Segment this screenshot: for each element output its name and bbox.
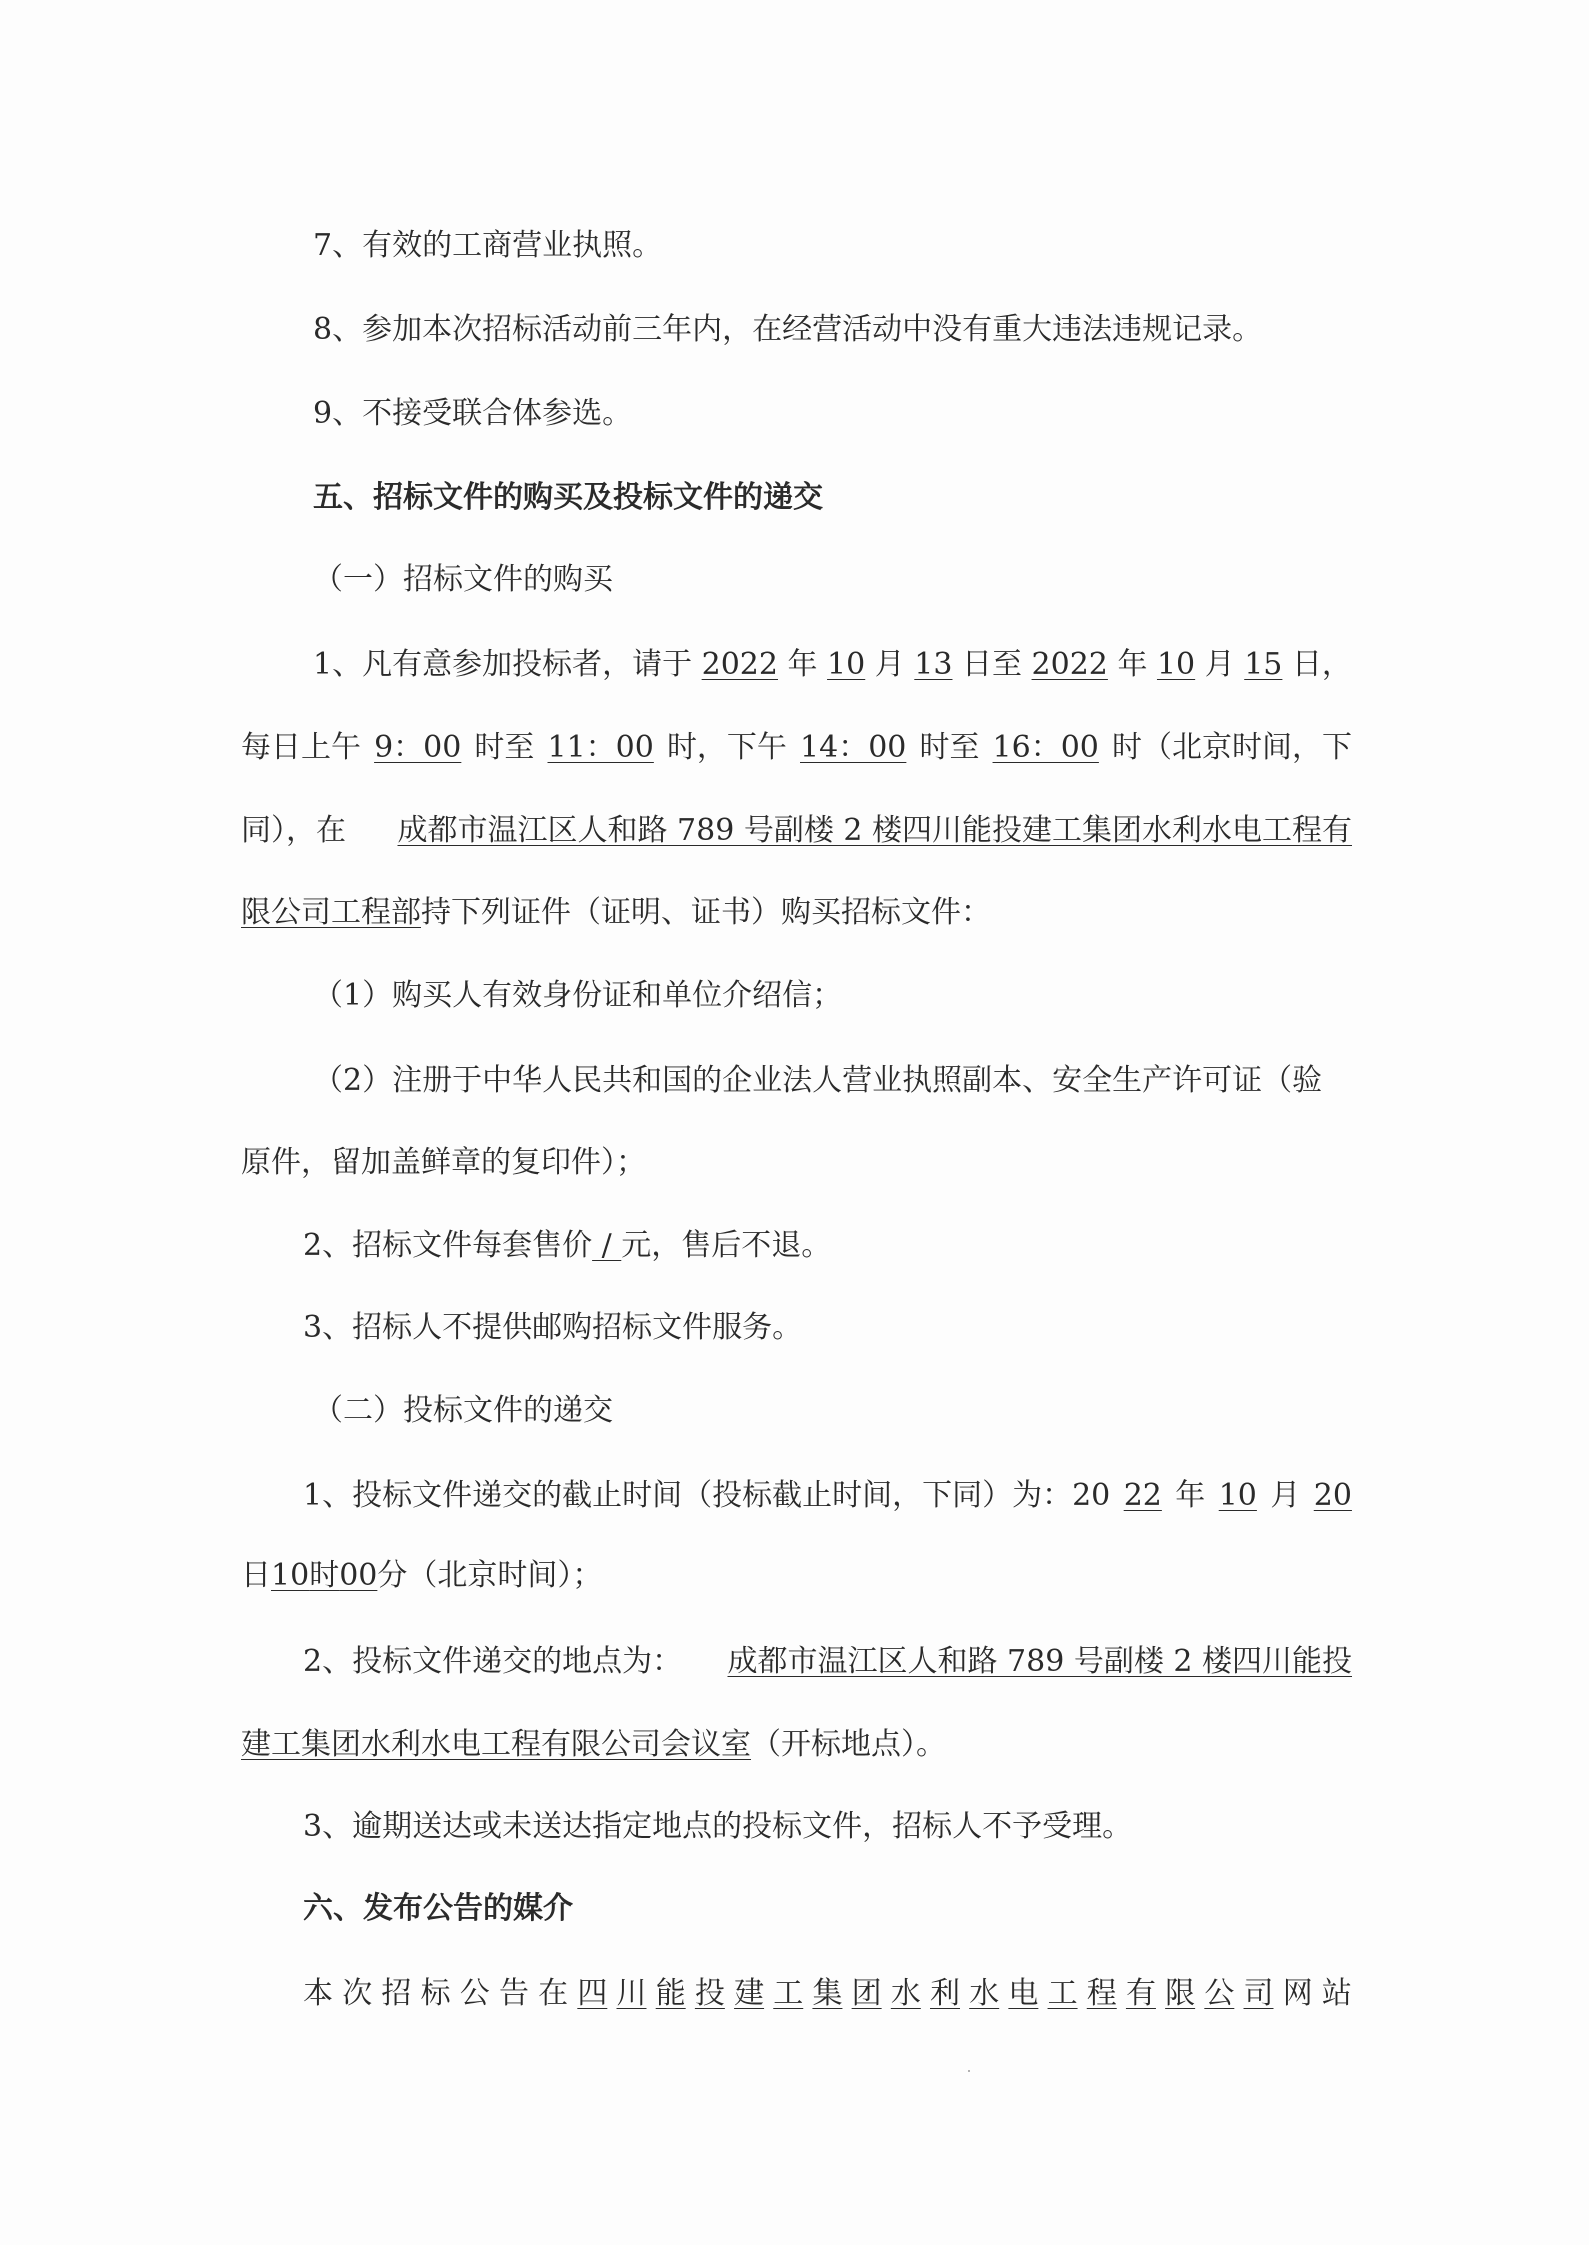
text-run: （一）招标文件的购买 <box>313 562 613 597</box>
underlined-fill-in: 2022 <box>701 647 778 682</box>
underlined-fill-in: 集 <box>812 1976 843 2011</box>
submit-1-line-2 <box>241 1556 602 1596</box>
text-run: 时至 <box>474 730 535 765</box>
submit-1-line-1 <box>303 1476 1352 1516</box>
text-run: 本 <box>303 1976 333 2011</box>
text-run: 每日上午 <box>241 730 361 765</box>
underlined-fill-in: 投 <box>694 1976 725 2011</box>
purchase-1-line-2 <box>241 728 1352 768</box>
text-run: 月 <box>1204 647 1235 682</box>
underlined-fill-in: 有 <box>1125 1976 1156 2011</box>
text-run: 招 <box>381 1976 412 2011</box>
item-8 <box>313 310 1262 350</box>
text-run: 日 <box>241 1558 271 1593</box>
text-run: 时至 <box>919 730 980 765</box>
subsection-2-heading <box>313 1391 613 1431</box>
underlined-fill-in: 限公司工程部 <box>241 895 421 930</box>
underlined-fill-in: 00 <box>339 1558 378 1593</box>
underlined-fill-in: 14：00 <box>800 730 907 765</box>
submit-3 <box>303 1807 1132 1847</box>
underlined-fill-in: 10 <box>827 647 866 682</box>
text-run: 2、招标文件每套售价 <box>303 1228 593 1263</box>
underlined-fill-in: 司 <box>1243 1976 1274 2011</box>
underlined-fill-in: 工 <box>773 1976 804 2011</box>
item-9 <box>313 394 632 434</box>
text-run: 日至 <box>962 647 1023 682</box>
text-run: 持下列证件（证明、证书）购买招标文件： <box>421 895 991 930</box>
underlined-fill-in: 11：00 <box>547 730 654 765</box>
underlined-fill-in: 16：00 <box>992 730 1099 765</box>
text-run: 2、投标文件递交的地点为： <box>303 1644 683 1679</box>
submit-2-line-1 <box>303 1642 1352 1682</box>
underlined-fill-in: 22 <box>1123 1478 1162 1513</box>
underlined-fill-in: 利 <box>930 1976 960 2011</box>
underlined-fill-in: 成都市温江区人和路 789 号副楼 2 楼四川能投 <box>727 1644 1352 1679</box>
underlined-fill-in: 四 <box>577 1976 608 2011</box>
item-7 <box>313 226 662 266</box>
underlined-fill-in: 9：00 <box>374 730 462 765</box>
underlined-fill-in: 建工集团水利水电工程有限公司会议室 <box>241 1727 751 1762</box>
underlined-fill-in: 电 <box>1008 1976 1039 2011</box>
underlined-fill-in: 川 <box>616 1976 647 2011</box>
underlined-fill-in: 成都市温江区人和路 789 号副楼 2 楼四川能投建工集团水利水电工程有 <box>397 813 1352 848</box>
text-run: 次 <box>342 1976 373 2011</box>
purchase-1-item-2-line-2 <box>241 1143 646 1183</box>
purchase-2 <box>303 1226 831 1266</box>
underlined-fill-in: 限 <box>1165 1976 1196 2011</box>
underlined-fill-in: 建 <box>734 1976 765 2011</box>
text-run: 1、投标文件递交的截止时间（投标截止时间，下同）为：20 <box>303 1478 1111 1513</box>
text-run: （开标地点）。 <box>751 1727 946 1762</box>
text-run: 公 <box>459 1976 490 2011</box>
purchase-1-item-1 <box>313 976 842 1016</box>
underlined-fill-in: 水 <box>969 1976 1000 2011</box>
text-run: （1）购买人有效身份证和单位介绍信； <box>313 978 843 1013</box>
text-run: 3、招标人不提供邮购招标文件服务。 <box>303 1310 803 1345</box>
text-run: （2）注册于中华人民共和国的企业法人营业执照副本、安全生产许可证（验 <box>313 1063 1323 1098</box>
text-run: 时，下午 <box>666 730 787 765</box>
text-run: 月 <box>1270 1478 1301 1513</box>
underlined-fill-in: 13 <box>914 647 953 682</box>
subsection-1-heading <box>313 560 613 600</box>
text-run: 同），在 <box>241 813 346 848</box>
underlined-fill-in: 水 <box>890 1976 921 2011</box>
underlined-fill-in: 能 <box>655 1976 686 2011</box>
underlined-fill-in: 10 <box>1218 1478 1257 1513</box>
underlined-fill-in: 20 <box>1313 1478 1352 1513</box>
text-run: 年 <box>787 647 818 682</box>
section-5-heading <box>313 478 823 518</box>
purchase-1-item-2-line-1 <box>313 1061 1352 1101</box>
text-run: 9、不接受联合体参选。 <box>313 396 633 431</box>
scan-speck <box>968 2070 970 2072</box>
underlined-fill-in: 公 <box>1204 1976 1235 2011</box>
purchase-1-line-1 <box>313 645 1352 685</box>
text-run: 年 <box>1117 647 1148 682</box>
text-run: 时（北京时间，下 <box>1111 730 1352 765</box>
text-run: （二）投标文件的递交 <box>313 1393 613 1428</box>
underlined-fill-in: 10 <box>271 1558 310 1593</box>
purchase-1-line-3 <box>241 811 1352 851</box>
underlined-fill-in: 10 <box>1156 647 1196 682</box>
text-run: 站 <box>1321 1976 1352 2011</box>
media-line-1 <box>303 1974 1352 2014</box>
text-run: 3、逾期送达或未送达指定地点的投标文件，招标人不予受理。 <box>303 1809 1133 1844</box>
underlined-fill-in: 工 <box>1047 1976 1078 2011</box>
text-run: 分（北京时间）； <box>377 1558 603 1593</box>
purchase-3 <box>303 1308 802 1348</box>
underlined-fill-in: 时 <box>309 1558 340 1593</box>
text-run: 月 <box>874 647 905 682</box>
text-run: 五、招标文件的购买及投标文件的递交 <box>313 480 823 515</box>
underlined-fill-in: 15 <box>1244 647 1283 682</box>
text-run: 网 <box>1282 1976 1313 2011</box>
text-run: 告 <box>498 1976 529 2011</box>
text-run: 1、凡有意参加投标者，请于 <box>313 647 693 682</box>
text-run: 六、发布公告的媒介 <box>303 1891 573 1926</box>
underlined-fill-in: 2022 <box>1031 647 1108 682</box>
text-run: 原件，留加盖鲜章的复印件）； <box>241 1145 646 1180</box>
underlined-fill-in: 团 <box>851 1976 882 2011</box>
underlined-fill-in: / <box>592 1228 622 1263</box>
text-run: 年 <box>1175 1478 1206 1513</box>
text-run: 元，售后不退。 <box>621 1228 832 1263</box>
section-6-heading <box>303 1889 573 1929</box>
text-run: 日， <box>1291 647 1352 682</box>
submit-2-line-2 <box>241 1725 946 1765</box>
purchase-1-line-4 <box>241 893 991 933</box>
text-run: 在 <box>538 1976 569 2011</box>
text-run: 标 <box>420 1976 451 2011</box>
text-run: 7、有效的工商营业执照。 <box>313 228 663 263</box>
underlined-fill-in: 程 <box>1086 1976 1117 2011</box>
text-run: 8、参加本次招标活动前三年内，在经营活动中没有重大违法违规记录。 <box>313 312 1263 347</box>
